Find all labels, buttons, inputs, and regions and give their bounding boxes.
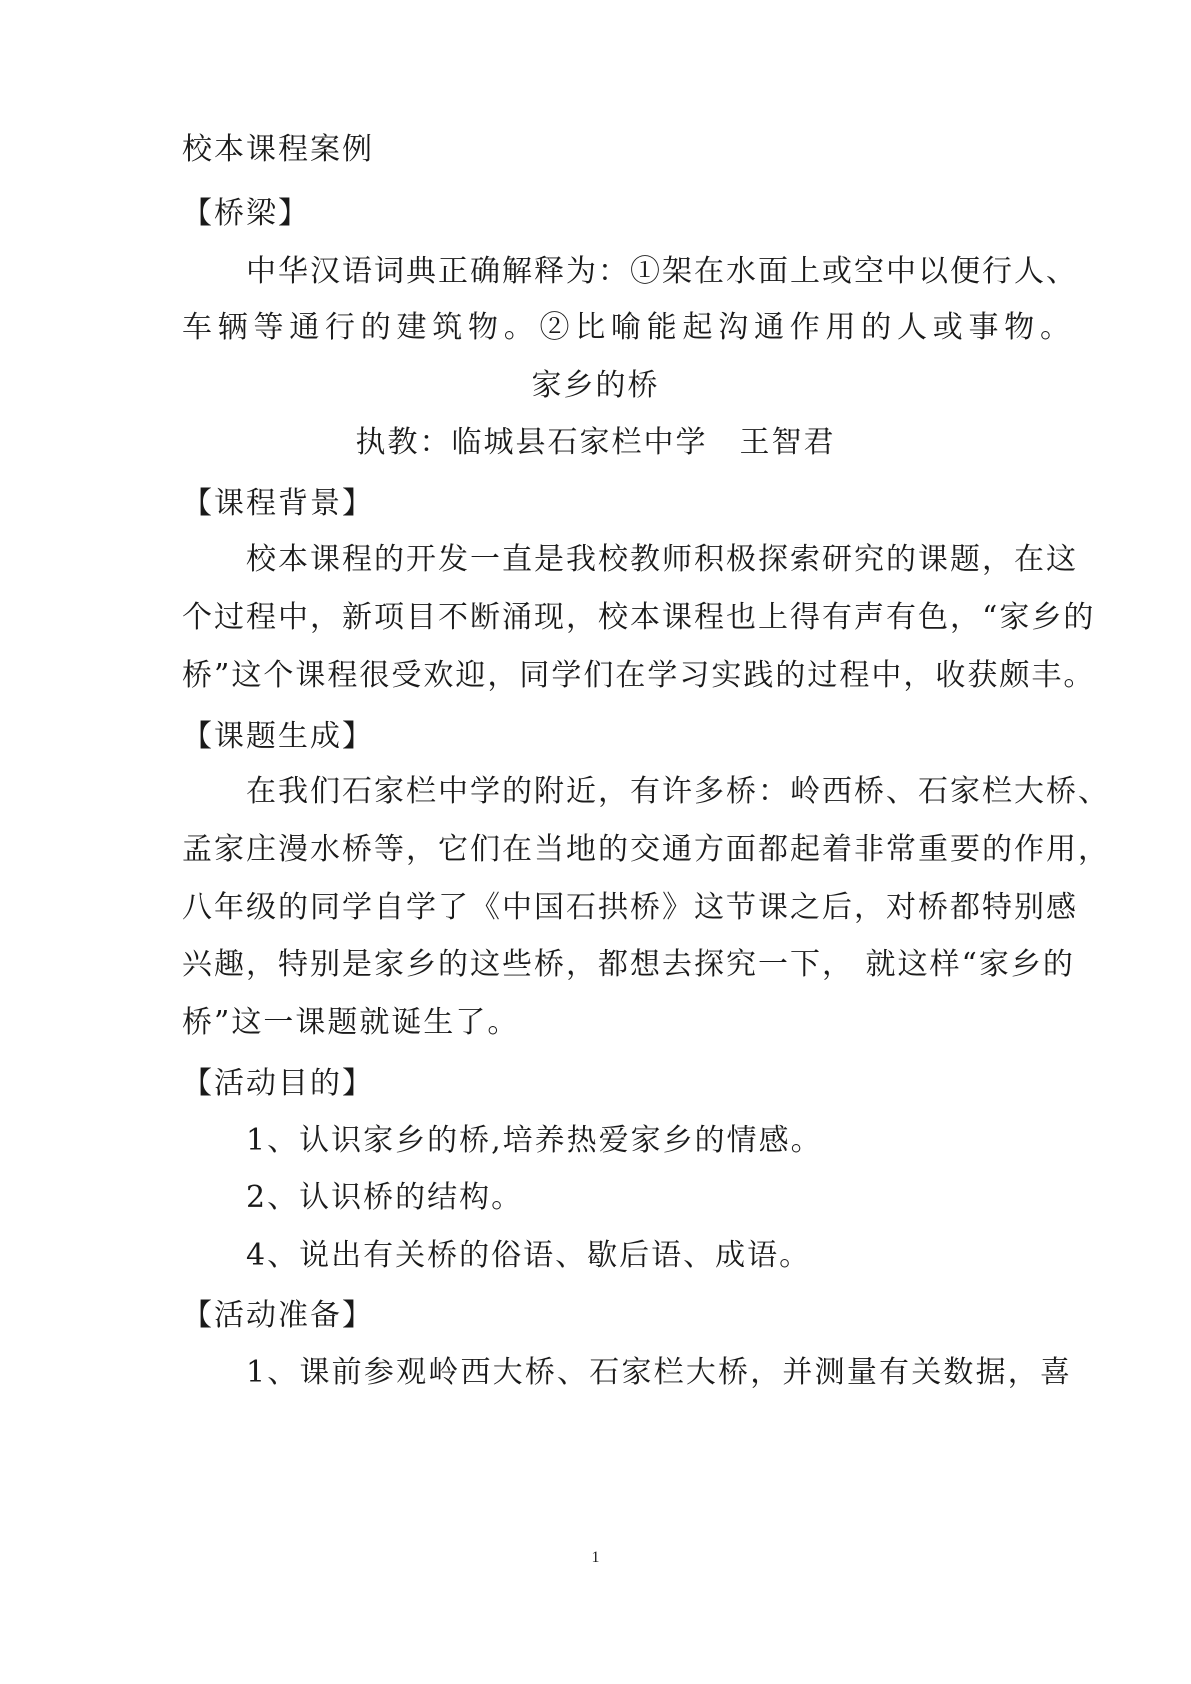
section-heading-background: 【课程背景】 [182, 486, 374, 521]
paragraph-line: 桥”这个课程很受欢迎，同学们在学习实践的过程中，收获颇丰。 [182, 658, 1096, 693]
list-item: 4、说出有关桥的俗语、歇后语、成语。 [246, 1238, 812, 1273]
author-line: 执教：临城县石家栏中学 王智君 [355, 425, 836, 460]
paragraph-line: 在我们石家栏中学的附近，有许多桥：岭西桥、石家栏大桥、 [246, 774, 1110, 809]
paragraph-line: 个过程中，新项目不断涌现，校本课程也上得有声有色，“家乡的 [182, 600, 1096, 635]
list-item: 1、认识家乡的桥,培养热爱家乡的情感。 [246, 1123, 823, 1158]
doc-label: 校本课程案例 [182, 132, 374, 167]
paragraph-line: 兴趣，特别是家乡的这些桥，都想去探究一下， 就这样“家乡的 [182, 947, 1075, 982]
list-item: 1、课前参观岭西大桥、石家栏大桥，并测量有关数据，喜 [246, 1355, 1072, 1390]
section-heading-bridge: 【桥梁】 [182, 196, 310, 231]
section-heading-topic: 【课题生成】 [182, 719, 374, 754]
paragraph-line: 中华汉语词典正确解释为：①架在水面上或空中以便行人、 [246, 254, 1078, 289]
paragraph-line: 桥”这一课题就诞生了。 [182, 1005, 520, 1040]
list-item: 2、认识桥的结构。 [246, 1180, 524, 1215]
document-title: 家乡的桥 [531, 368, 660, 403]
paragraph-line: 校本课程的开发一直是我校教师积极探索研究的课题，在这 [246, 542, 1078, 577]
section-heading-goals: 【活动目的】 [182, 1066, 374, 1101]
paragraph-line: 孟家庄漫水桥等，它们在当地的交通方面都起着非常重要的作用， [182, 832, 1110, 867]
paragraph-line: 八年级的同学自学了《中国石拱桥》这节课之后，对桥都特别感 [182, 890, 1078, 925]
paragraph-line: 车辆等通行的建筑物。②比喻能起沟通作用的人或事物。 [182, 310, 1072, 345]
page-number: 1 [591, 1549, 600, 1566]
section-heading-preparation: 【活动准备】 [182, 1298, 374, 1333]
